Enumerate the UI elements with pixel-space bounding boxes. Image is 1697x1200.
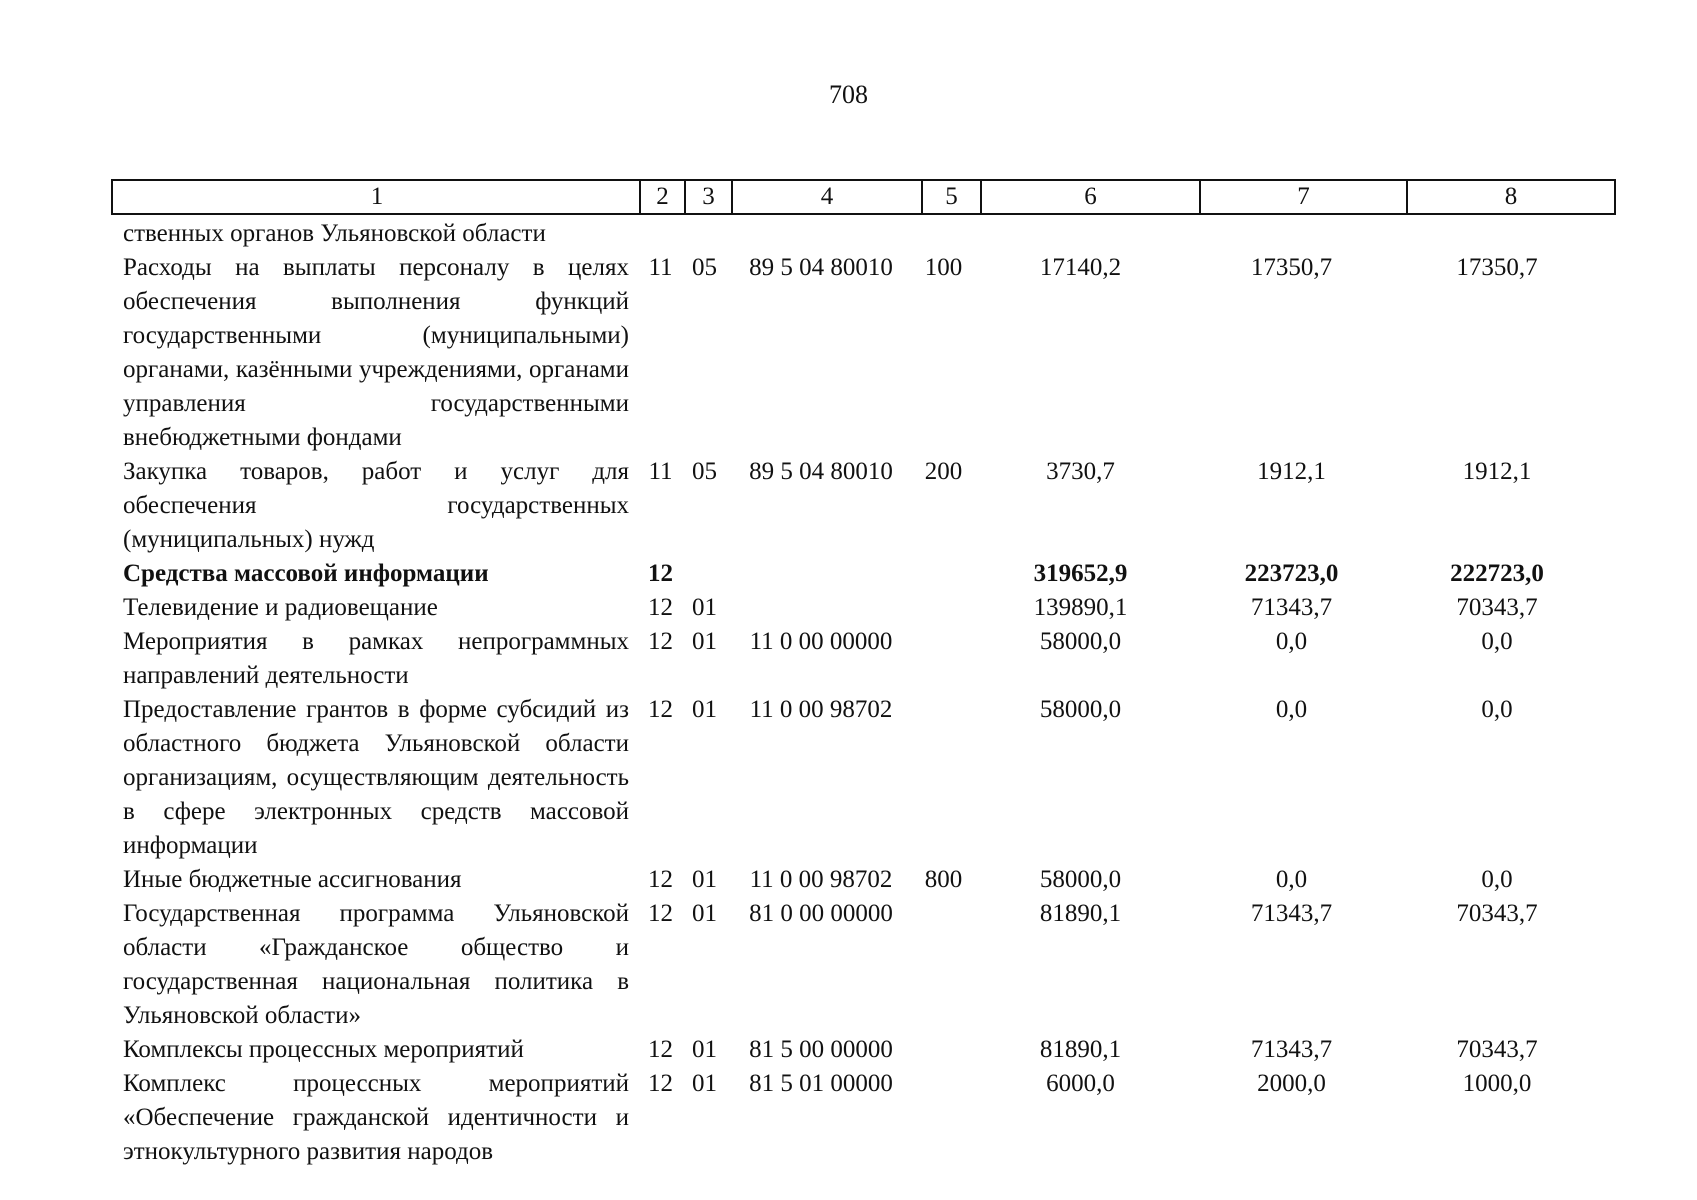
row-expense-type <box>915 591 972 625</box>
table-row <box>111 455 1600 557</box>
row-expense-type <box>915 217 972 251</box>
row-amount-year1: 3730,7 <box>1046 458 1115 485</box>
table-row <box>111 863 1600 897</box>
row-amount-year1: 58000,0 <box>1039 696 1122 723</box>
row-section: 12 <box>648 628 673 655</box>
table-row <box>111 557 1600 591</box>
row-expense-type: 800 <box>924 866 963 893</box>
header-col-1: 1 <box>112 180 640 214</box>
row-name: Телевидение и радиовещание <box>123 594 438 621</box>
header-col-6: 6 <box>981 180 1200 214</box>
row-amount-year3: 0,0 <box>1481 628 1513 655</box>
row-section: 12 <box>648 866 673 893</box>
row-amount-year2: 1912,1 <box>1257 458 1326 485</box>
row-target-article: 11 0 00 98702 <box>749 696 893 723</box>
row-section: 12 <box>648 1036 673 1063</box>
row-amount-year2: 0,0 <box>1275 628 1308 655</box>
row-subsection: 01 <box>692 696 717 723</box>
row-amount-year3: 1000,0 <box>1462 1070 1532 1097</box>
row-target-article <box>727 591 915 625</box>
budget-table <box>111 217 1600 1169</box>
table-row <box>111 1067 1600 1169</box>
row-expense-type <box>915 1067 972 1169</box>
row-amount-year1: 6000,0 <box>1046 1070 1115 1097</box>
row-amount-year3: 1912,1 <box>1462 458 1532 485</box>
row-amount-year2: 71343,7 <box>1250 594 1333 621</box>
row-amount-year1: 139890,1 <box>1033 594 1128 621</box>
row-amount-year1: 17140,2 <box>1039 254 1122 281</box>
row-section: 12 <box>648 1070 673 1097</box>
row-amount-year2: 17350,7 <box>1250 254 1333 281</box>
row-section: 12 <box>648 594 673 621</box>
row-amount-year2: 2000,0 <box>1257 1070 1326 1097</box>
table-row <box>111 591 1600 625</box>
row-amount-year3: 17350,7 <box>1456 254 1538 281</box>
row-name: Средства массовой информации <box>123 560 489 587</box>
row-name: Комплекс процессных мероприятий «Обеспечение гражданской идентичности и этнокультурного развития народов <box>123 1070 629 1165</box>
row-amount-year1: 81890,1 <box>1039 1036 1122 1063</box>
row-amount-year3: 222723,0 <box>1450 560 1544 587</box>
row-expense-type <box>915 897 972 1033</box>
table-row <box>111 1033 1600 1067</box>
row-name: Иные бюджетные ассигнования <box>123 866 462 893</box>
row-section: 12 <box>648 900 673 927</box>
row-amount-year3: 0,0 <box>1481 696 1513 723</box>
row-expense-type <box>915 693 972 863</box>
row-amount-year1 <box>972 217 1189 251</box>
row-subsection <box>682 217 727 251</box>
row-section: 12 <box>648 696 673 723</box>
table-row <box>111 625 1600 693</box>
row-amount-year1: 319652,9 <box>1033 560 1128 587</box>
row-target-article: 81 5 01 00000 <box>749 1070 893 1097</box>
header-col-7: 7 <box>1200 180 1407 214</box>
row-expense-type <box>915 557 972 591</box>
row-name: ственных органов Ульяновской области <box>123 220 546 247</box>
row-section: 11 <box>648 458 673 485</box>
row-subsection: 01 <box>692 1070 717 1097</box>
page-number: 708 <box>829 80 868 109</box>
header-col-8: 8 <box>1407 180 1615 214</box>
row-amount-year3 <box>1394 217 1600 251</box>
row-name: Комплексы процессных мероприятий <box>123 1036 524 1063</box>
row-amount-year2: 223723,0 <box>1244 560 1339 587</box>
row-name: Расходы на выплаты персоналу в целях обеспечения выполнения функций государственными (муниципальными) органами, казёнными учреждениями, органами управления государственными внебюджетными фондами <box>123 254 629 451</box>
row-subsection: 01 <box>692 628 717 655</box>
table-row <box>111 217 1600 251</box>
table-row <box>111 897 1600 1033</box>
row-amount-year2 <box>1189 217 1394 251</box>
row-name: Мероприятия в рамках непрограммных направлений деятельности <box>123 628 629 689</box>
row-target-article: 89 5 04 80010 <box>749 254 893 281</box>
row-target-article: 11 0 00 98702 <box>749 866 893 893</box>
row-expense-type <box>915 625 972 693</box>
header-col-2: 2 <box>640 180 685 214</box>
row-subsection: 05 <box>692 254 717 281</box>
table-row <box>111 251 1600 455</box>
table-row <box>111 693 1600 863</box>
row-expense-type: 200 <box>924 458 963 485</box>
row-section: 11 <box>648 254 673 281</box>
table-header <box>111 179 1616 215</box>
row-subsection: 01 <box>692 866 717 893</box>
row-expense-type: 100 <box>924 254 963 281</box>
header-row <box>112 180 1615 214</box>
header-col-4: 4 <box>732 180 922 214</box>
row-expense-type <box>915 1033 972 1067</box>
row-target-article <box>727 557 915 591</box>
row-subsection: 05 <box>692 458 717 485</box>
table-body <box>111 217 1600 1169</box>
row-amount-year1: 81890,1 <box>1039 900 1122 927</box>
row-amount-year1: 58000,0 <box>1039 866 1122 893</box>
row-amount-year2: 71343,7 <box>1250 1036 1333 1063</box>
row-amount-year3: 70343,7 <box>1456 1036 1538 1063</box>
row-target-article: 11 0 00 00000 <box>749 628 893 655</box>
row-subsection: 01 <box>692 900 717 927</box>
row-subsection: 01 <box>692 1036 717 1063</box>
row-section <box>639 217 682 251</box>
row-amount-year1: 58000,0 <box>1039 628 1122 655</box>
row-subsection: 01 <box>692 594 717 621</box>
row-target-article <box>727 217 915 251</box>
row-amount-year3: 70343,7 <box>1456 594 1538 621</box>
row-name: Предоставление грантов в форме субсидий из областного бюджета Ульяновской области организациям, осуществляющим деятельность в сфере электронных средств массовой информации <box>123 696 629 859</box>
row-amount-year3: 70343,7 <box>1456 900 1538 927</box>
header-col-5: 5 <box>922 180 981 214</box>
row-target-article: 81 5 00 00000 <box>749 1036 893 1063</box>
row-amount-year2: 0,0 <box>1275 696 1308 723</box>
header-col-3: 3 <box>685 180 732 214</box>
row-name: Закупка товаров, работ и услуг для обеспечения государственных (муниципальных) нужд <box>123 458 629 553</box>
row-amount-year2: 0,0 <box>1275 866 1308 893</box>
row-amount-year3: 0,0 <box>1481 866 1513 893</box>
row-amount-year2: 71343,7 <box>1250 900 1333 927</box>
row-target-article: 81 0 00 00000 <box>749 900 893 927</box>
row-subsection <box>682 557 727 591</box>
row-section: 12 <box>648 560 673 587</box>
row-name: Государственная программа Ульяновской области «Гражданское общество и государственная национальная политика в Ульяновской области» <box>123 900 629 1029</box>
row-target-article: 89 5 04 80010 <box>749 458 893 485</box>
